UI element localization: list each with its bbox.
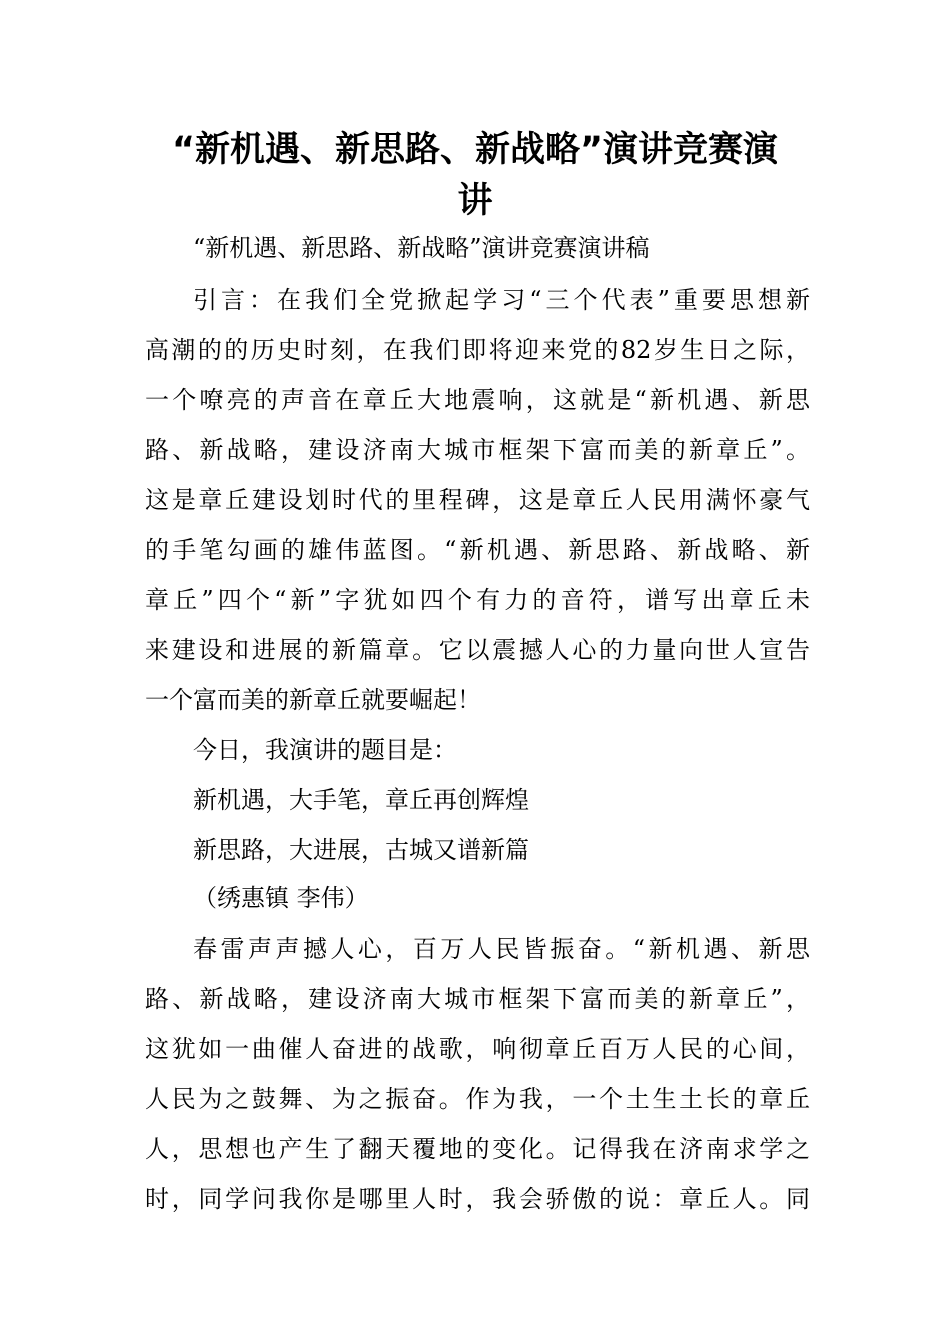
subtitle-line: “新机遇、新思路、新战略”演讲竞赛演讲稿 [193,234,650,262]
body-line: 这犹如一曲催人奋进的战歌，响彻章丘百万人民的心间， [145,1035,810,1063]
speech-title-line-2: 新思路，大进展，古城又谱新篇 [193,836,529,864]
body-line: 这是章丘建设划时代的里程碑，这是章丘人民用满怀豪气 [145,486,810,514]
body-line: 一个嘹亮的声音在章丘大地震响，这就是“新机遇、新思 [145,386,810,414]
body-line: 章丘”四个“新”字犹如四个有力的音符，谱写出章丘未 [145,586,810,614]
body-line: 人，思想也产生了翻天覆地的变化。记得我在济南求学之 [145,1135,810,1163]
body-line: 一个富而美的新章丘就要崛起！ [145,686,481,714]
body-line: 路、新战略，建设济南大城市框架下富而美的新章丘”， [145,985,810,1013]
body-line: 人民为之鼓舞、为之振奋。作为我，一个土生土长的章丘 [145,1085,810,1113]
author-line: （绣惠镇 李伟） [193,884,369,912]
body-line: 今日，我演讲的题目是： [193,736,457,764]
body-line: 春雷声声撼人心，百万人民皆振奋。“新机遇、新思 [193,935,810,963]
body-line: 引言：在我们全党掀起学习“三个代表”重要思想新 [193,286,810,314]
document-title-line-2: 讲 [457,181,493,221]
body-line: 路、新战略，建设济南大城市框架下富而美的新章丘”。 [145,436,810,464]
document-title-line-1: “新机遇、新思路、新战略”演讲竞赛演 [171,130,778,170]
body-line: 高潮的的历史时刻，在我们即将迎来党的82岁生日之际， [145,336,810,364]
body-line: 时，同学问我你是哪里人时，我会骄傲的说：章丘人。同 [145,1185,810,1213]
body-line: 来建设和进展的新篇章。它以震撼人心的力量向世人宣告 [145,636,810,664]
body-line: 的手笔勾画的雄伟蓝图。“新机遇、新思路、新战略、新 [145,536,810,564]
speech-title-line-1: 新机遇，大手笔，章丘再创辉煌 [193,786,529,814]
